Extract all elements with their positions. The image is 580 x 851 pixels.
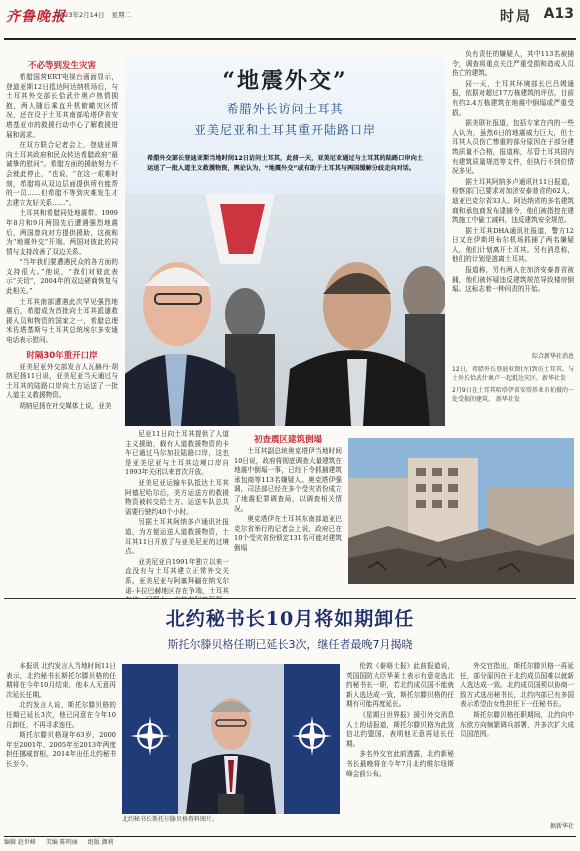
section-divider (4, 598, 576, 599)
right-para: 据美联社报道，包括专家在内的一些人认为，虽然6日的地震威力巨大，但土耳其人员伤亡惨重的部分原因在于部分建筑质量不合格，报道称，尽管土耳其国内有建筑质量规范等文件，但执行不到位情况多见。 (452, 119, 574, 176)
left-para: 胡纳尼扬在社交媒体上说，亚美 (19, 402, 112, 410)
center-para: 亚美尼亚自1991年独立以来一直没有与土耳其建立正常外交关系。亚美尼亚与阿塞拜疆在纳戈尔诺-卡拉巴赫地区存在争端，土耳其 (125, 557, 229, 595)
left-para: 土耳其和希腊同处地震带。1999年8月和9月两国先后遭遇强烈地震后，两国曾向对方提供援助，这被称为“地震外交”开端。两国对彼此的同情与支持改善了双边关系。 (6, 209, 118, 256)
left-column (6, 56, 118, 596)
left-para: 在双方联合记者会上，登迪亚斯向土耳其政府和民众转达希腊政府“最诚挚的慰问”。希腊方面的援助努力不会就此停止，“也说，“在这一艰难时刻，希腊将从双边层面提供所有能帮的一员……但希腊不等到灾难发生才去建立友好关系……”。 (6, 141, 118, 207)
right-source: 综合新华社消息 (531, 353, 574, 360)
section-title: 时局 (500, 9, 532, 25)
nato-para: 斯托尔滕贝格现年63岁，2000年至2001年、2005年至2013年两度担任挪威首相，2014年出任北约秘书长至今。 (6, 731, 116, 768)
right-para: 负有责任的嫌疑人，其中113名被捕令，调查将重点关注严重受损和造成人员伤亡的建筑。 (452, 50, 574, 78)
nato-para: 斯托尔滕贝格任职期间，北约向中东欧方向频繁调兵部署，并多次扩大成员国范围。 (460, 710, 574, 739)
nato-source: 据新华社 (549, 823, 574, 830)
center-column-b (234, 430, 342, 598)
nato-column-2 (346, 662, 454, 832)
feature-lead: 希腊外交部长登迪亚斯当地时间12日访问土耳其，此前一天，亚美尼亚通过与土耳其的陆路口岸向土运送了一批人道主义救援物资，舆论认为，“地震外交”或有助于土耳其与两国缓解分歧走向对话。 (147, 155, 423, 172)
right-para: 报道称，另有两人在加济安泰普省被捕，他们被怀疑违反建筑规范导致楼房倒塌。这标志着一种问责的开始。 (452, 266, 574, 294)
nato-para: 本报讯 北约发言人当地时间11日表示，北约秘书长斯托尔滕贝格的任期将在今年10月结束，他本人无意再次延长任期。 (6, 662, 116, 699)
right-column (452, 50, 574, 350)
issue-meta (56, 10, 136, 19)
center-para: 土耳其副总统奥克塔伊当地时间10日说，政府将彻底调查大量建筑在地震中倒塌一事，已经下令抓捕建筑承包商等113名嫌疑人。奥克塔伊强调，司法部已经在多个受灾省份成立了地震犯罪调查局，以调查相关情况。 (234, 447, 342, 513)
center-column-a (125, 430, 229, 598)
center-para: 亚美尼亚运输车队抵达土耳其阿德尼哈尔后，美方运送方的救援物资被转交给土方。运送车队总共需要行驶约40个小时。 (125, 478, 229, 516)
feature-header (125, 54, 445, 194)
ministers-photo (125, 194, 445, 426)
newspaper-logo: 齐鲁晚报 (6, 9, 66, 25)
feature-title: “地震外交” (222, 68, 348, 94)
caption-stoltenberg: 北约秘书长斯托尔滕贝格资料图片。 (122, 816, 219, 823)
feature-block (125, 54, 445, 426)
right-para: 据土耳其DHA通讯社报道，警方12日又在伊斯坦布尔机场抓捕了两名嫌疑人，他们计划离开土耳其。另有消息称，他们的计划是逃离土耳其。 (452, 226, 574, 264)
left-para: “当年我们要遭遇民众的各方面的支持很大。”他说，“我们对彼此表示“关切”，2004年的双边磋商恢复与此相关。” (6, 258, 118, 296)
rubble-photo (348, 438, 574, 584)
center-para: 奥克塔伊在土耳其东南部迪亚巴克尔省举行的记者会上说，政府已在10个受灾省份锁定131名可能对建筑倒塌 (234, 515, 342, 552)
nato-column-3 (460, 662, 574, 820)
issue-weekday: 星期二 (111, 11, 132, 19)
left-subhead-2: 时隔30年重开口岸 (26, 350, 98, 361)
stoltenberg-photo (122, 664, 340, 814)
nato-para: 北约发言人说，斯托尔滕贝格的任期已延长3次，他已同意在今年10月卸任，不再寻求连任。 (6, 701, 116, 729)
footer-designer: 美编 陈明丽 (45, 839, 78, 846)
center-subhead: 初查震区建筑倒塌 (253, 435, 322, 445)
right-captions (452, 366, 574, 432)
nato-para: 外交官指出，斯托尔滕贝格一再延任，部分原因在于北约成员国难以就新人选达成一致。北约成员国须以协商一致方式选出秘书长，北约内部已有多国表示希望由女性担任下一任秘书长。 (460, 662, 574, 709)
nato-para: 伦敦《泰晤士报》此前报道说，英国国防大臣华莱士表示有意竞选北约秘书长一职，若北约成员国不能就新人选达成一致，斯托尔滕贝格的任期有可能再度延长。 (346, 662, 454, 709)
nato-para: 多名外交官此前透露，北约新秘书长最晚将在今年7月北约维尔纽斯峰会前公布。 (346, 750, 454, 778)
center-para: 另据土耳其阿纳多卢通讯社报道，为方便运送人道救援物资，土耳其11日开放了与亚美尼亚的过境点。 (125, 518, 229, 556)
left-para: 土耳其南部遭遇此次罕见强烈地震后，希腊成为首批向土耳其派遣救援人员和物资的国家之一，希腊总理米佐塔基斯与土耳其总统埃尔多安通电话表示慰问。 (6, 297, 118, 345)
right-para: 同一天，土耳其环境部长巴吕姆通报，依据对超过17万栋建筑的评估，目前有约2.4万栋建筑在地震中倒塌或严重受损。 (452, 79, 574, 117)
nato-column-1 (6, 662, 116, 832)
feature-subtitle-2: 亚美尼亚和土耳其重开陆路口岸 (193, 123, 376, 137)
nato-headline: 北约秘书长10月将如期卸任 (165, 608, 415, 630)
left-subhead-1: 不必等到发生灾害 (27, 61, 96, 71)
left-para: 希腊国营ERT电视台画面显示，登迪亚斯12日抵达阿达纳机场后，与土耳其外交部长恰武什奥卢热情拥抱，两人随后乘直升机俯瞰灾区情况，还在设于土耳其南部哈塔伊省安塔基亚市的救援行动中心了解救援进展和需求。 (6, 73, 118, 139)
center-para: 尼亚11日向土耳其提供了人道主义援助，载有人道救援物资的卡车已通过马尔加拉陆路口岸，这也是亚美尼亚与土耳其边境口岸自1993年关闭以来首次开放。 (125, 430, 229, 477)
nato-para: 《星期日世界报》援引外交消息人士的话报道，斯托尔滕贝格为此致信北约盟国，表明他无意再延长任期。 (346, 710, 454, 748)
right-para: 据土耳其阿纳多卢通讯社11日报道，检察部门已要求对加济安泰普省的62人、迪亚巴克尔省33人、阿达纳省的多名建筑商和承包商发布逮捕令，他们被指控在建筑施工中偷工减料，违反建筑安全规范。 (452, 177, 574, 225)
page-footer (4, 836, 576, 848)
footer-proof: 组版 颜莉 (87, 839, 114, 846)
caption-ministers: 12日，希腊外长登迪亚斯(左)到访土耳其，与土外长恰武什奥卢一起抵达灾区。新华社发 (452, 366, 574, 382)
masthead (4, 4, 576, 40)
nato-subheadline: 斯托尔滕贝格任期已延长3次，继任者最晚7月揭晓 (167, 638, 413, 651)
footer-editor: 编辑 赵世峰 (4, 839, 36, 846)
stoltenberg-photo-caption (122, 816, 340, 826)
page-number: A13 (543, 6, 574, 22)
caption-rubble: 2月9日在土耳其哈塔伊省安塔基亚市拍摄的一处受损的建筑。 新华社发 (452, 387, 574, 403)
left-para: 亚美尼亚外交部发言人瓦赫丹·胡纳尼扬11日说，亚美尼亚当天通过与土耳其的陆路口岸向土方运送了一批人道主义救援物资。 (6, 362, 118, 400)
feature-subtitle-1: 希腊外长访问土耳其 (226, 102, 344, 116)
issue-date: 2023年2月14日 (56, 11, 105, 19)
